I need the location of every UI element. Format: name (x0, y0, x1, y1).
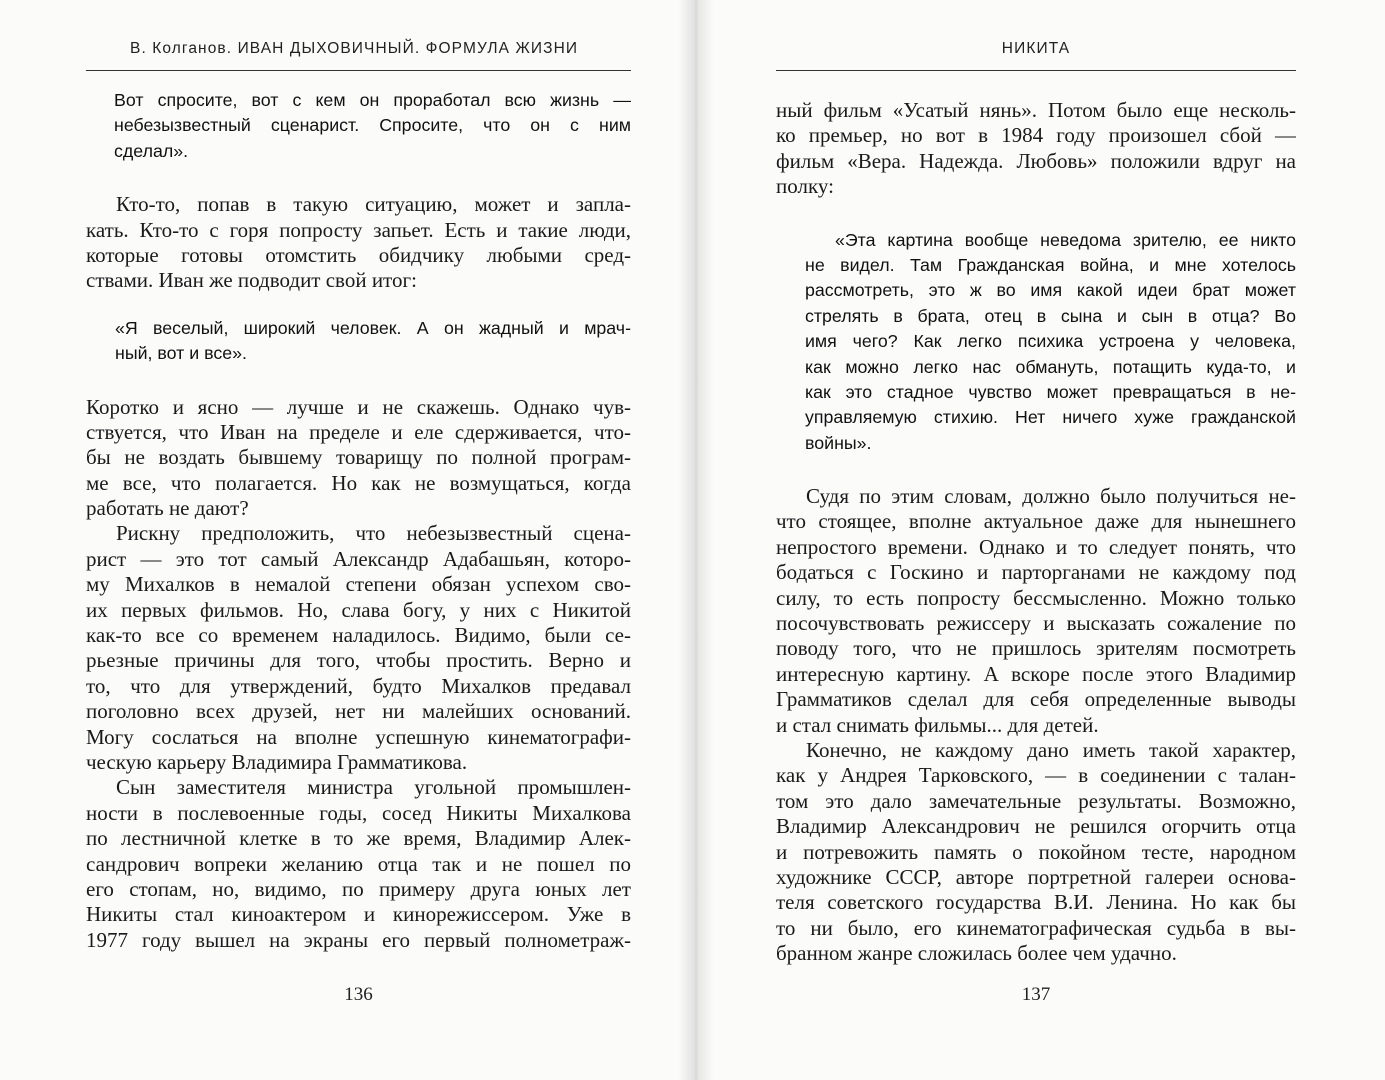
text-line: поводу того, что не пришлось зрителям посмотреть (776, 636, 1296, 661)
text-line: которые готовы отомстить обидчику любыми сред- (86, 242, 631, 267)
paragraph-3 (776, 738, 1296, 967)
page-number-right: 137 (1021, 984, 1051, 1005)
quote-line: управляемую стихию. Нет ничего хуже гражданской (805, 407, 1296, 428)
text-line: ный фильм «Усатый нянь». Потом было еще несколь- (776, 98, 1296, 122)
paragraph-3 (86, 521, 631, 775)
quote-block (776, 228, 1296, 457)
quote-line: имя чего? Как легко психика устроена у человека, (805, 331, 1296, 352)
quote-line: сделал». (114, 140, 189, 161)
quote-line: как можно легко нас обмануть, потащить куда-то, и (805, 356, 1296, 377)
text-line: то ни было, его кинематографическая судьба в вы- (776, 915, 1296, 940)
text-line: и стал снимать фильмы... для детей. (776, 712, 1099, 737)
text-line: 1977 году вышел на экраны его первый полнометраж- (86, 927, 631, 952)
text-line: рист — это тот самый Александр Адабашьян, которо- (86, 546, 631, 571)
quote-line: «Эта картина вообще неведома зрителю, ее никто (835, 229, 1296, 250)
text-line: Владимир Александрович не решился огорчить отца (776, 814, 1296, 839)
text-line: кать. Кто-то с горя попросту запьет. Есть и такие люди, (86, 217, 631, 242)
page-number-left: 136 (344, 984, 373, 1005)
text-line: его стопам, но, видимо, по примеру друга юных лет (86, 876, 631, 901)
text-line: то, что для утверждений, будто Михалков предавал (86, 673, 631, 698)
text-line: бы не воздать бывшему товарищу по полной програм- (86, 445, 631, 470)
text-line: силу, то есть попросту бессмысленно. Можно только (776, 585, 1296, 610)
text-line: и потревожить память о покойном тесте, народном (776, 839, 1296, 864)
text-line: бодаться с Госкино и парторганами не каждому под (776, 560, 1296, 585)
quote-line: ный, вот и все». (115, 343, 247, 364)
paragraph-4 (86, 775, 631, 953)
running-head-right: НИКИТА (1001, 40, 1071, 57)
text-line: том это дало замечательные результаты. Возможно, (776, 788, 1296, 813)
quote-line: как это стадное чувство может превращаться в не- (805, 381, 1296, 402)
text-line: их первых фильмов. Но, слава богу, у них с Никитой (86, 597, 631, 622)
text-line: ствами. Иван же подводит свой итог: (86, 268, 417, 293)
text-line: что стоящее, вполне актуальное даже для нынешнего (776, 509, 1296, 534)
text-line: как у Андрея Тарковского, — в соединении с талан- (776, 763, 1296, 788)
left-page-body (86, 88, 631, 953)
paragraph-1 (86, 192, 631, 294)
text-line: бранном жанре сложилась более чем удачно. (776, 941, 1177, 966)
text-line: теля советского государства В.И. Ленина. Но как бы (776, 890, 1296, 915)
quote-line: стрелять в брата, отец в сына и сын в отца? Во (805, 305, 1296, 326)
book-gutter (678, 0, 714, 1080)
text-line: художнике СССР, авторе портретной галереи основа- (776, 864, 1296, 889)
quote-line: войны». (805, 432, 872, 453)
text-line: поголовно всех друзей, нет ни малейших оснований. (86, 699, 631, 724)
text-line: интересную картину. А вскоре после этого Владимир (776, 661, 1296, 686)
paragraph-2 (86, 395, 631, 522)
header-rule-left (86, 70, 631, 71)
paragraph-1 (776, 98, 1296, 200)
text-line: как-то все со временем наладилось. Видимо, были се- (86, 623, 631, 648)
quote-line: небезызвестный сценарист. Спросите, что он с ним (114, 115, 631, 136)
text-line: фильм «Вера. Надежда. Любовь» положили вдруг на (776, 148, 1296, 173)
text-line: работать не дают? (86, 496, 249, 521)
text-line: Коротко и ясно — лучше и не скажешь. Однако чув- (86, 394, 631, 419)
left-page (86, 0, 631, 1080)
text-line: полку: (776, 174, 834, 199)
text-line: Никиты стал киноактером и кинорежиссером. Уже в (86, 902, 631, 927)
right-page (776, 0, 1296, 1080)
text-line: ко премьер, но вот в 1984 году произошел сбой — (776, 123, 1296, 148)
text-line: Конечно, не каждому дано иметь такой характер, (806, 737, 1296, 762)
header-rule-right (776, 70, 1296, 71)
text-line: Кто-то, попав в такую ситуацию, может и запла- (116, 192, 631, 217)
text-line: Грамматиков сделал для себя определенные выводы (776, 687, 1296, 712)
text-line: му Михалков в немалой степени обязан успехом сво- (86, 572, 631, 597)
text-line: ствуется, что Иван на пределе и еле сдерживается, что- (86, 419, 631, 444)
quote-line: «Я веселый, широкий человек. А он жадный и мрач- (115, 317, 631, 338)
text-line: ческую карьеру Владимира Грамматикова. (86, 749, 468, 774)
text-line: Сын заместителя министра угольной промышлен- (116, 775, 631, 800)
text-line: ности в послевоенные годы, сосед Никиты Михалкова (86, 800, 631, 825)
running-head-left: В. Колганов. ИВАН ДЫХОВИЧНЫЙ. ФОРМУЛА ЖИЗНИ (130, 40, 579, 57)
quote-top (86, 88, 631, 164)
quote-line: не видел. Там Гражданская война, и мне хотелось (805, 254, 1296, 275)
text-line: Судя по этим словам, должно было получиться не- (806, 484, 1296, 509)
text-line: по лестничной клетке в то же время, Владимир Алек- (86, 826, 631, 851)
paragraph-2 (776, 484, 1296, 738)
quote-2 (86, 316, 631, 367)
text-line: сандрович вопреки желанию отца так и не пошел по (86, 851, 631, 876)
text-line: Могу сослаться на вполне успешную кинематографи- (86, 724, 631, 749)
quote-line: рассмотреть, это ж во имя какой идеи брат может (805, 280, 1296, 301)
text-line: ме все, что полагается. Но как не возмущаться, когда (86, 470, 631, 495)
quote-line: Вот спросите, вот с кем он проработал всю жизнь — (114, 90, 631, 110)
right-page-body (776, 98, 1296, 967)
text-line: посочувствовать режиссеру и высказать сожаление по (776, 611, 1296, 636)
text-line: рьезные причины для того, чтобы простить. Верно и (86, 648, 631, 673)
text-line: Рискну предположить, что небезызвестный сцена- (116, 521, 631, 546)
text-line: непростого времени. Однако и то следует понять, что (776, 534, 1296, 559)
